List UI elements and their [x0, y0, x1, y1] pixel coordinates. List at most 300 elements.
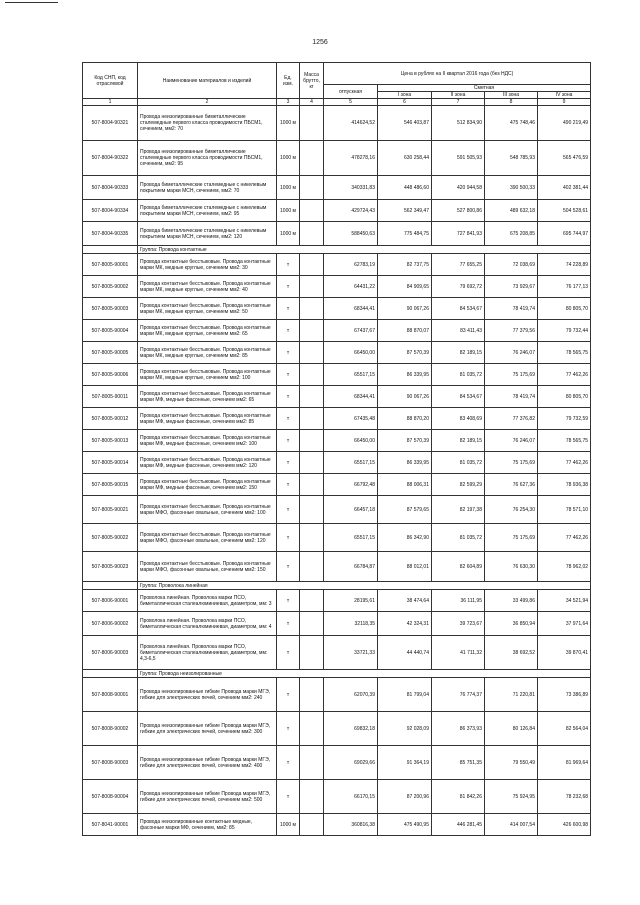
price-zone4: 78 571,10 [538, 496, 591, 524]
price-release: 429724,43 [324, 200, 378, 222]
item-unit: т [277, 386, 300, 408]
item-code: 507-8004-90322 [83, 141, 138, 176]
header-zone1: I зона [378, 92, 432, 99]
price-zone1: 91 364,19 [378, 746, 432, 780]
group-code-cell [83, 246, 138, 254]
price-zone4: 80 805,70 [538, 386, 591, 408]
price-release: 65517,15 [324, 452, 378, 474]
price-zone1: 562 349,47 [378, 200, 432, 222]
price-zone2: 76 774,37 [432, 678, 485, 712]
price-zone4: 76 177,13 [538, 276, 591, 298]
item-mass [300, 386, 324, 408]
header-zone4: IV зона [538, 92, 591, 99]
price-zone4: 490 219,49 [538, 106, 591, 141]
price-zone1: 42 324,31 [378, 612, 432, 636]
item-unit: т [277, 276, 300, 298]
price-zone3: 489 632,18 [485, 200, 538, 222]
price-zone1: 84 909,65 [378, 276, 432, 298]
item-name: Провода неизолированные биметаллические сталемедные первого класса проводимости ПБСМ1, сечением, мм2: 95 [138, 141, 277, 176]
table-row [83, 342, 591, 364]
price-release: 33721,33 [324, 636, 378, 670]
item-name: Провода контактные бесстыковые. Провода контактные марки МФО, фасонные овальные, сечением мм2: 150 [138, 552, 277, 582]
price-zone3: 33 499,86 [485, 590, 538, 612]
price-zone2: 591 505,93 [432, 141, 485, 176]
price-zone1: 546 403,87 [378, 106, 432, 141]
item-code: 507-8005-90004 [83, 320, 138, 342]
item-name: Провода контактные бесстыковые. Провода контактные марки МФ, медные фасонные, сечением мм2: 65 [138, 386, 277, 408]
item-name: Провода контактные бесстыковые. Провода контактные марки МК, медные круглые, сечением мм2: 30 [138, 254, 277, 276]
price-zone4: 565 476,59 [538, 141, 591, 176]
item-name: Провода контактные бесстыковые. Провода контактные марки МК, медные круглые, сечением мм2: 40 [138, 276, 277, 298]
price-zone4: 78 962,02 [538, 552, 591, 582]
price-zone1: 630 258,44 [378, 141, 432, 176]
price-zone1: 44 440,74 [378, 636, 432, 670]
item-unit: т [277, 496, 300, 524]
price-zone3: 76 254,30 [485, 496, 538, 524]
item-name: Провода контактные бесстыковые. Провода контактные марки МФ, медные фасонные, сечением мм2: 120 [138, 452, 277, 474]
item-name: Провода контактные бесстыковые. Провода контактные марки МК, медные круглые, сечением мм2: 65 [138, 320, 277, 342]
item-unit: 1000 м [277, 200, 300, 222]
price-zone3: 77 379,56 [485, 320, 538, 342]
price-zone2: 84 534,67 [432, 386, 485, 408]
price-zone1: 88 006,31 [378, 474, 432, 496]
price-release: 66792,48 [324, 474, 378, 496]
price-zone4: 39 870,41 [538, 636, 591, 670]
price-zone2: 81 035,72 [432, 524, 485, 552]
item-mass [300, 298, 324, 320]
price-release: 360816,38 [324, 814, 378, 836]
item-name: Провода контактные бесстыковые. Провода контактные марки МФ, медные фасонные, сечением мм2: 85 [138, 408, 277, 430]
price-release: 68344,41 [324, 298, 378, 320]
item-code: 507-8004-90335 [83, 222, 138, 246]
price-zone4: 78 232,68 [538, 780, 591, 814]
item-mass [300, 678, 324, 712]
price-zone3: 475 748,46 [485, 106, 538, 141]
table-row [83, 612, 591, 636]
item-unit: т [277, 524, 300, 552]
price-zone3: 76 627,36 [485, 474, 538, 496]
price-zone2: 39 723,67 [432, 612, 485, 636]
item-name: Провода неизолированные гибкие Провода марки МГЭ, гибкие для электрических печей, сечением мм2: 500 [138, 780, 277, 814]
item-mass [300, 780, 324, 814]
price-zone2: 81 842,26 [432, 780, 485, 814]
price-zone3: 36 850,94 [485, 612, 538, 636]
item-mass [300, 222, 324, 246]
item-name: Провода биметаллические сталемедные с никелевым покрытием марки МСН, сечением, мм2: 70 [138, 176, 277, 200]
price-zone1: 86 339,95 [378, 452, 432, 474]
column-number: 6 [378, 99, 432, 106]
item-code: 507-8005-90012 [83, 408, 138, 430]
item-name: Провода контактные бесстыковые. Провода контактные марки МФ, медные фасонные, сечением мм2: 100 [138, 430, 277, 452]
item-mass [300, 176, 324, 200]
price-zone4: 695 744,97 [538, 222, 591, 246]
price-zone3: 78 419,74 [485, 386, 538, 408]
price-table [82, 62, 591, 836]
price-zone3: 71 220,81 [485, 678, 538, 712]
item-unit: т [277, 342, 300, 364]
item-name: Провода неизолированные гибкие Провода марки МГЭ, гибкие для электрических печей, сечением мм2: 240 [138, 678, 277, 712]
table-row [83, 814, 591, 836]
item-mass [300, 496, 324, 524]
price-release: 67437,67 [324, 320, 378, 342]
price-zone2: 82 197,38 [432, 496, 485, 524]
item-code: 507-8005-90014 [83, 452, 138, 474]
item-code: 507-8005-90022 [83, 524, 138, 552]
price-zone3: 77 376,82 [485, 408, 538, 430]
group-row [83, 582, 591, 590]
item-name: Проволока линейная. Проволока марки ПСО, биметаллическая сталеалюминиевая, диаметром, мм: 4 [138, 612, 277, 636]
price-zone1: 88 012,01 [378, 552, 432, 582]
item-unit: т [277, 474, 300, 496]
price-zone1: 87 200,96 [378, 780, 432, 814]
price-zone1: 775 484,75 [378, 222, 432, 246]
price-zone4: 504 528,61 [538, 200, 591, 222]
item-code: 507-8008-90003 [83, 746, 138, 780]
table-row [83, 364, 591, 386]
table-row [83, 712, 591, 746]
price-zone2: 41 711,32 [432, 636, 485, 670]
item-unit: т [277, 552, 300, 582]
price-zone4: 77 462,26 [538, 452, 591, 474]
table-row [83, 408, 591, 430]
table-row [83, 200, 591, 222]
item-code: 507-8008-90001 [83, 678, 138, 712]
price-zone3: 76 630,30 [485, 552, 538, 582]
price-zone3: 76 246,07 [485, 430, 538, 452]
item-mass [300, 200, 324, 222]
item-mass [300, 474, 324, 496]
price-zone4: 74 228,89 [538, 254, 591, 276]
price-zone2: 82 189,15 [432, 342, 485, 364]
item-unit: т [277, 636, 300, 670]
table-row [83, 141, 591, 176]
price-zone3: 390 500,33 [485, 176, 538, 200]
price-zone3: 75 175,69 [485, 524, 538, 552]
item-code: 507-8006-90002 [83, 612, 138, 636]
price-zone1: 88 870,20 [378, 408, 432, 430]
price-release: 66450,00 [324, 430, 378, 452]
price-zone1: 82 737,75 [378, 254, 432, 276]
price-zone2: 85 751,35 [432, 746, 485, 780]
item-mass [300, 276, 324, 298]
table-row [83, 678, 591, 712]
price-zone3: 78 419,74 [485, 298, 538, 320]
price-zone2: 82 604,89 [432, 552, 485, 582]
item-mass [300, 254, 324, 276]
table-row [83, 386, 591, 408]
price-zone2: 512 834,90 [432, 106, 485, 141]
price-zone3: 75 175,69 [485, 364, 538, 386]
item-unit: т [277, 746, 300, 780]
item-unit: т [277, 408, 300, 430]
item-name: Провода контактные бесстыковые. Провода контактные марки МК, медные круглые, сечением мм2: 50 [138, 298, 277, 320]
item-unit: т [277, 712, 300, 746]
item-code: 507-8008-90002 [83, 712, 138, 746]
price-zone4: 402 381,44 [538, 176, 591, 200]
item-name: Провода биметаллические сталемедные с никелевым покрытием марки МСН, сечением, мм2: 120 [138, 222, 277, 246]
item-name: Провода контактные бесстыковые. Провода контактные марки МФО, фасонные овальные, сечением мм2: 120 [138, 524, 277, 552]
table-row [83, 746, 591, 780]
price-zone1: 90 067,26 [378, 298, 432, 320]
price-release: 62070,39 [324, 678, 378, 712]
item-unit: т [277, 452, 300, 474]
item-code: 507-8004-90334 [83, 200, 138, 222]
item-code: 507-8005-90001 [83, 254, 138, 276]
price-zone4: 73 386,89 [538, 678, 591, 712]
price-zone2: 86 373,93 [432, 712, 485, 746]
table-row [83, 780, 591, 814]
price-zone2: 83 411,43 [432, 320, 485, 342]
item-code: 507-8004-90333 [83, 176, 138, 200]
price-release: 478278,16 [324, 141, 378, 176]
price-zone4: 80 805,70 [538, 298, 591, 320]
price-zone4: 77 462,26 [538, 524, 591, 552]
price-zone3: 73 929,67 [485, 276, 538, 298]
price-zone2: 527 800,86 [432, 200, 485, 222]
group-title: Группа: Провода неизолированные [138, 670, 591, 678]
item-code: 507-8005-90003 [83, 298, 138, 320]
item-mass [300, 712, 324, 746]
price-release: 66457,18 [324, 496, 378, 524]
price-zone1: 86 342,90 [378, 524, 432, 552]
item-mass [300, 320, 324, 342]
table-row [83, 590, 591, 612]
item-unit: т [277, 590, 300, 612]
item-code: 507-8006-90001 [83, 590, 138, 612]
price-zone4: 77 462,26 [538, 364, 591, 386]
item-unit: 1000 м [277, 222, 300, 246]
group-code-cell [83, 670, 138, 678]
price-zone4: 34 521,94 [538, 590, 591, 612]
table-row [83, 222, 591, 246]
item-mass [300, 452, 324, 474]
item-name: Провода неизолированные гибкие Провода марки МГЭ, гибкие для электрических печей, сечением мм2: 300 [138, 712, 277, 746]
column-number: 7 [432, 99, 485, 106]
price-zone3: 76 246,07 [485, 342, 538, 364]
item-mass [300, 408, 324, 430]
top-edge-mark [5, 2, 58, 3]
price-zone1: 87 579,65 [378, 496, 432, 524]
price-release: 28195,61 [324, 590, 378, 612]
price-zone1: 81 799,04 [378, 678, 432, 712]
table-row [83, 298, 591, 320]
price-zone2: 446 281,45 [432, 814, 485, 836]
item-code: 507-8005-90011 [83, 386, 138, 408]
price-release: 64431,22 [324, 276, 378, 298]
header-release: отпускная [324, 85, 378, 99]
table-row [83, 552, 591, 582]
price-zone3: 675 208,85 [485, 222, 538, 246]
price-zone4: 78 936,38 [538, 474, 591, 496]
item-mass [300, 814, 324, 836]
price-release: 66450,00 [324, 342, 378, 364]
item-mass [300, 342, 324, 364]
price-zone3: 72 038,69 [485, 254, 538, 276]
item-mass [300, 746, 324, 780]
price-release: 65517,15 [324, 524, 378, 552]
price-zone1: 475 490,95 [378, 814, 432, 836]
item-code: 507-8006-90003 [83, 636, 138, 670]
item-unit: т [277, 298, 300, 320]
price-zone2: 77 655,25 [432, 254, 485, 276]
table-row [83, 320, 591, 342]
item-code: 507-8041-90001 [83, 814, 138, 836]
item-name: Провода неизолированные контактные медные, фасонные марки МФ, сечением, мм2: 85 [138, 814, 277, 836]
table-body [83, 106, 591, 836]
item-unit: т [277, 430, 300, 452]
price-zone2: 420 944,58 [432, 176, 485, 200]
group-title: Группа: Провода контактные [138, 246, 591, 254]
item-mass [300, 590, 324, 612]
item-name: Провода контактные бесстыковые. Провода контактные марки МФО, фасонные овальные, сечением мм2: 100 [138, 496, 277, 524]
item-unit: т [277, 254, 300, 276]
price-zone1: 448 486,60 [378, 176, 432, 200]
table-row [83, 106, 591, 141]
price-release: 414624,52 [324, 106, 378, 141]
price-release: 67435,48 [324, 408, 378, 430]
item-code: 507-8005-90013 [83, 430, 138, 452]
item-mass [300, 524, 324, 552]
price-release: 66784,87 [324, 552, 378, 582]
price-zone1: 87 570,39 [378, 430, 432, 452]
price-zone4: 81 969,64 [538, 746, 591, 780]
price-zone2: 81 035,72 [432, 364, 485, 386]
item-name: Проволока линейная. Проволока марки ПСО, биметаллическая сталеалюминиевая, диаметром, мм: 4,3-6,5 [138, 636, 277, 670]
item-unit: т [277, 364, 300, 386]
column-number: 3 [277, 99, 300, 106]
price-release: 69832,18 [324, 712, 378, 746]
price-release: 65517,15 [324, 364, 378, 386]
price-zone2: 82 189,15 [432, 430, 485, 452]
price-zone4: 79 732,44 [538, 320, 591, 342]
table-row [83, 276, 591, 298]
item-code: 507-8008-90004 [83, 780, 138, 814]
price-zone2: 79 692,72 [432, 276, 485, 298]
price-zone4: 78 565,75 [538, 430, 591, 452]
table-row [83, 474, 591, 496]
price-zone4: 426 600,98 [538, 814, 591, 836]
table-row [83, 636, 591, 670]
item-unit: т [277, 612, 300, 636]
item-name: Провода контактные бесстыковые. Провода контактные марки МФ, медные фасонные, сечением мм2: 150 [138, 474, 277, 496]
group-title: Группа: Проволока линейная [138, 582, 591, 590]
header-code: Код СНП, код отраслевой [83, 63, 138, 99]
price-release: 32118,35 [324, 612, 378, 636]
group-code-cell [83, 582, 138, 590]
item-code: 507-8005-90021 [83, 496, 138, 524]
price-zone4: 79 732,59 [538, 408, 591, 430]
price-zone1: 86 339,95 [378, 364, 432, 386]
item-code: 507-8005-90023 [83, 552, 138, 582]
header-zone2: II зона [432, 92, 485, 99]
price-zone4: 78 565,75 [538, 342, 591, 364]
price-release: 69029,66 [324, 746, 378, 780]
item-unit: 1000 м [277, 106, 300, 141]
group-row [83, 246, 591, 254]
item-name: Провода биметаллические сталемедные с никелевым покрытием марки МСН, сечением, мм2: 95 [138, 200, 277, 222]
header-name: Наименование материалов и изделий [138, 63, 277, 99]
price-release: 340331,83 [324, 176, 378, 200]
table-row [83, 452, 591, 474]
item-name: Провода контактные бесстыковые. Провода контактные марки МК, медные круглые, сечением мм2: 85 [138, 342, 277, 364]
table-row [83, 430, 591, 452]
item-mass [300, 636, 324, 670]
item-unit: 1000 м [277, 814, 300, 836]
price-zone2: 84 534,67 [432, 298, 485, 320]
item-mass [300, 612, 324, 636]
item-name: Провода неизолированные биметаллические сталемедные первого класса проводимости ПБСМ1, сечением, мм2: 70 [138, 106, 277, 141]
item-unit: т [277, 678, 300, 712]
header-unit: Ед. изм. [277, 63, 300, 99]
price-zone2: 81 035,72 [432, 452, 485, 474]
price-zone2: 83 408,69 [432, 408, 485, 430]
price-zone1: 92 028,09 [378, 712, 432, 746]
item-unit: т [277, 320, 300, 342]
price-zone3: 414 007,54 [485, 814, 538, 836]
column-number: 2 [138, 99, 277, 106]
price-zone3: 38 692,52 [485, 636, 538, 670]
price-release: 68344,41 [324, 386, 378, 408]
table-row [83, 176, 591, 200]
table-row [83, 254, 591, 276]
table-row [83, 496, 591, 524]
item-code: 507-8004-90321 [83, 106, 138, 141]
price-zone3: 548 785,93 [485, 141, 538, 176]
column-number: 4 [300, 99, 324, 106]
price-zone4: 82 564,04 [538, 712, 591, 746]
item-code: 507-8005-90005 [83, 342, 138, 364]
column-number: 9 [538, 99, 591, 106]
column-number: 1 [83, 99, 138, 106]
price-zone2: 36 111,95 [432, 590, 485, 612]
header-zone3: III зона [485, 92, 538, 99]
price-zone3: 75 175,69 [485, 452, 538, 474]
group-row [83, 670, 591, 678]
item-unit: 1000 м [277, 176, 300, 200]
header-estimate: Сметная [378, 85, 591, 92]
header-price-group: Цена в рублях на II квартал 2016 года (без НДС) [324, 63, 591, 85]
item-unit: т [277, 780, 300, 814]
item-name: Провода контактные бесстыковые. Провода контактные марки МК, медные круглые, сечением мм2: 100 [138, 364, 277, 386]
price-zone1: 88 870,07 [378, 320, 432, 342]
item-mass [300, 364, 324, 386]
price-zone1: 87 570,39 [378, 342, 432, 364]
price-zone2: 82 599,29 [432, 474, 485, 496]
price-zone1: 90 067,26 [378, 386, 432, 408]
item-code: 507-8005-90006 [83, 364, 138, 386]
item-name: Провода неизолированные гибкие Провода марки МГЭ, гибкие для электрических печей, сечением мм2: 400 [138, 746, 277, 780]
page-number: 1256 [312, 39, 328, 46]
item-code: 507-8005-90002 [83, 276, 138, 298]
item-code: 507-8005-90015 [83, 474, 138, 496]
header-mass: Масса брутто, кг [300, 63, 324, 99]
column-number: 8 [485, 99, 538, 106]
item-mass [300, 106, 324, 141]
price-release: 588450,63 [324, 222, 378, 246]
price-zone3: 79 550,49 [485, 746, 538, 780]
table-row [83, 524, 591, 552]
item-mass [300, 141, 324, 176]
price-zone4: 37 971,64 [538, 612, 591, 636]
column-number: 5 [324, 99, 378, 106]
price-zone2: 727 841,93 [432, 222, 485, 246]
item-name: Проволока линейная. Проволока марки ПСО, биметаллическая сталеалюминиевая, диаметром, мм: 3 [138, 590, 277, 612]
price-zone1: 38 474,64 [378, 590, 432, 612]
item-mass [300, 430, 324, 452]
item-mass [300, 552, 324, 582]
item-unit: 1000 м [277, 141, 300, 176]
price-release: 66170,15 [324, 780, 378, 814]
